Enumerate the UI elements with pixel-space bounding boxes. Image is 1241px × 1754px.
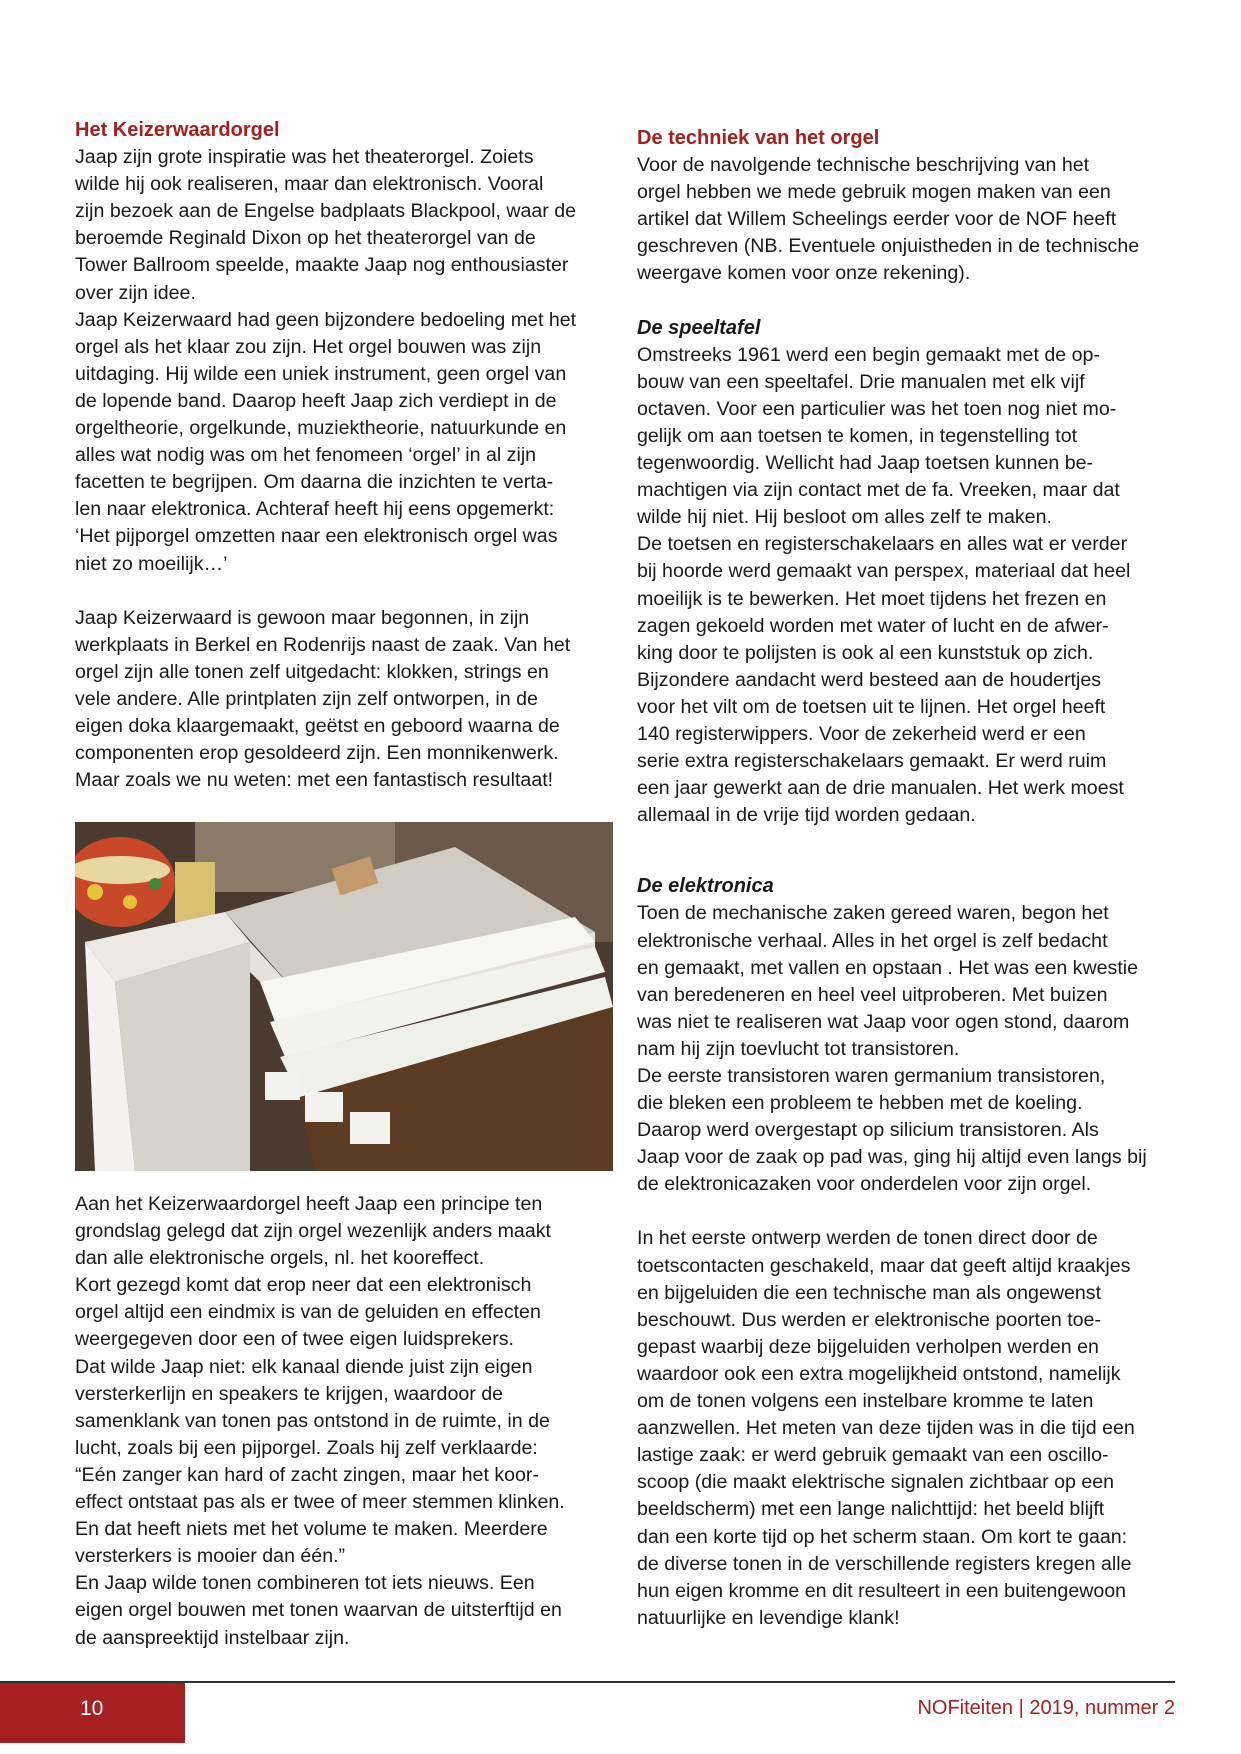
paragraph: In het eerste ontwerp werden de tonen direct door de toetscontacten geschakeld, maar dat geeft altijd kraakjes en bijgeluiden die een technische man als ongewenst beschouwt. Dus werden er elektronische poorten toe- gepast waarbij deze bijgeluiden verholpen werden en waardoor ook een extra mogelijkheid ontstond, namelijk om de tonen volgens een instelbare kromme te laten aanzwellen. Het meten van deze tijden was in die tijd een lastige zaak: er werd gebruik gemaakt van een oscillo- scoop (die maakt elektrische signalen zichtbaar op een beeldscherm) met een lange nalichttijd: het beeld blijft dan een korte tijd op het scherm staan. Om kort te gaan: de diverse tonen in de verschillende registers kregen alle hun eigen kromme en dit resulteert in een buitengewoon natuurlijke en levendige klank! <box>637 1227 1135 1629</box>
paragraph: En Jaap wilde tonen combineren tot iets nieuws. Een eigen orgel bouwen met tonen waarvan de uitsterftijd en de aanspreektijd instelbaar zijn. <box>75 1572 562 1649</box>
paragraph: Aan het Keizerwaardorgel heeft Jaap een principe ten grondslag gelegd dat zijn orgel wezenlijk anders maakt dan alle elektronische orgels, nl. het kooreffect. <box>75 1193 551 1270</box>
section-heading-keizerwaardorgel: Het Keizerwaardorgel <box>75 119 280 141</box>
left-column <box>75 117 615 794</box>
section-heading-techniek: De techniek van het orgel <box>637 127 880 149</box>
paragraph: Jaap Keizerwaard had geen bijzondere bedoeling met het orgel als het klaar zou zijn. Het orgel bouwen was zijn uitdaging. Hij wilde een uniek instrument, geen orgel van de lopende band. Daarop heeft Jaap zich verdiept in de orgeltheorie, orgelkunde, muziektheorie, natuurkunde en alles wat nodig was om het fenomeen ‘orgel’ in al zijn facetten te begrijpen. Om daarna die inzichten te verta- len naar elektronica. Achteraf heeft hij eens opgemerkt: ‘Het pijporgel omzetten naar een elektronisch orgel was niet zo moeilijk…’ <box>75 308 577 575</box>
right-column <box>637 125 1177 1632</box>
paragraph: Dat wilde Jaap niet: elk kanaal diende juist zijn eigen versterkerlijn en speakers te krijgen, waardoor de samenklank van tonen pas ontstond in de ruimte, in de lucht, zoals bij een pijporgel. Zoals hij zelf verklaarde: “Eén zanger kan hard of zacht zingen, maar het koor- effect ontstaat pas als er twee of meer stemmen klinken. En dat heeft niets met het volume te maken. Meerdere versterkers is mooier dan één.” <box>75 1355 565 1568</box>
paragraph: Voor de navolgende technische beschrijving van het orgel hebben we mede gebruik mogen maken van een artikel dat Willem Scheelings eerder voor de NOF heeft geschreven (NB. Eventuele onjuistheden in de technische weergave komen voor onze rekening). <box>637 154 1140 285</box>
subheading-elektronica: De elektronica <box>637 875 774 898</box>
subheading-speeltafel: De speeltafel <box>637 316 761 339</box>
left-column-lower <box>75 1191 615 1652</box>
paragraph: Jaap Keizerwaard is gewoon maar begonnen, in zijn werkplaats in Berkel en Rodenrijs naast de zaak. Van het orgel zijn alle tonen zelf uitgedacht: klokken, strings en vele andere. Alle printplaten zijn zelf ontworpen, in de eigen doka klaargemaakt, geëtst en geboord waarna de componenten erop gesoldeerd zijn. Een monnikenwerk. Maar zoals we nu weten: met een fantastisch resultaat! <box>75 606 571 792</box>
paragraph: Jaap zijn grote inspiratie was het theaterorgel. Zoiets wilde hij ook realiseren, maar dan elektronisch. Vooral zijn bezoek aan de Engelse badplaats Blackpool, waar de beroemde Reginald Dixon op het theaterorgel van de Tower Ballroom speelde, maakte Jaap nog enthousiaster over zijn idee. <box>75 146 577 304</box>
paragraph: Kort gezegd komt dat erop neer dat een elektronisch orgel altijd een eindmix is van de geluiden en effecten weergegeven door een of twee eigen luidsprekers. <box>75 1274 541 1351</box>
paragraph: De toetsen en registerschakelaars en alles wat er verder bij hoorde werd gemaakt van perspex, materiaal dat heel moeilijk is te bewerken. Het moet tijdens het frezen en zagen gekoeld worden met water of lucht en de afwer- king door te polijsten is ook al een kunststuk op zich. Bijzondere aandacht werd besteed aan de houdertjes voor het vilt om de toetsen uit te lijnen. Het orgel heeft 140 registerwippers. Voor de zekerheid werd er een serie extra registerschakelaars gemaakt. Er werd ruim een jaar gewerkt aan de drie manualen. Het werk moest allemaal in de vrije tijd worden gedaan. <box>637 533 1131 827</box>
page-number: 10 <box>80 1697 104 1720</box>
paragraph: De eerste transistoren waren germanium transistoren, die bleken een probleem te hebben met de koeling. Daarop werd overgestapt op silicium transistoren. Als Jaap voor de zaak op pad was, ging hij altijd even langs bij de elektronicazaken voor onderdelen voor zijn orgel. <box>637 1065 1147 1196</box>
paragraph: Toen de mechanische zaken gereed waren, begon het elektronische verhaal. Alles in het orgel is zelf bedacht en gemaakt, met vallen en opstaan . Het was een kwestie van beredeneren en heel veel uitproberen. Met buizen was niet te realiseren wat Jaap voor ogen stond, daarom nam hij zijn toevlucht tot transistoren. <box>637 902 1139 1060</box>
organ-photo <box>75 822 613 1171</box>
publication-info: NOFiteiten | 2019, nummer 2 <box>917 1697 1175 1719</box>
paragraph: Omstreeks 1961 werd een begin gemaakt met de op- bouw van een speeltafel. Drie manualen met elk vijf octaven. Voor een particulier was het toen nog niet mo- gelijk om aan toetsen te komen, in tegenstelling tot tegenwoordig. Wellicht had Jaap toetsen kunnen be- machtigen via zijn contact met de fa. Vreeken, maar dat wilde hij niet. Hij besloot om alles zelf te maken. <box>637 343 1120 529</box>
